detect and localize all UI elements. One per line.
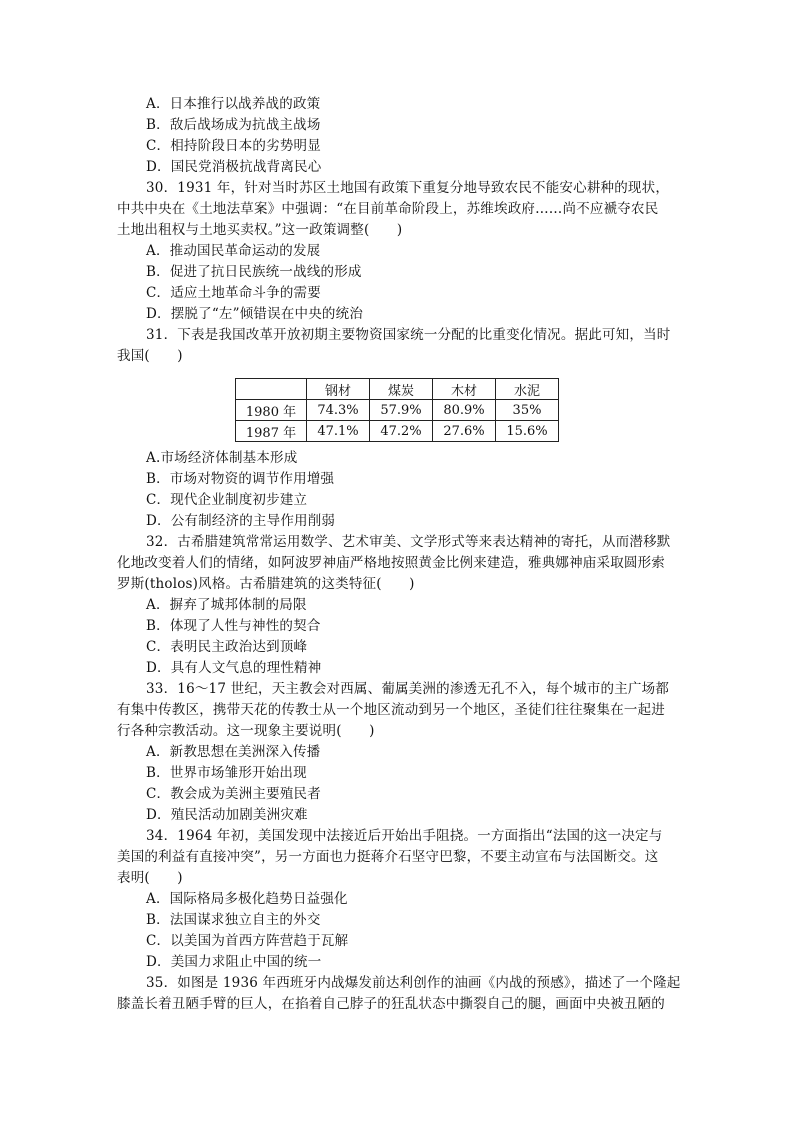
table-cell: 15.6% bbox=[496, 421, 559, 442]
q30-option-d[interactable]: D．摆脱了“左”倾错误在中央的统治 bbox=[146, 306, 364, 322]
q32-stem-line: 罗斯(tholos)风格。古希腊建筑的这类特征( ) bbox=[117, 576, 415, 592]
table-header-cell: 煤炭 bbox=[370, 379, 433, 400]
q33-option-c[interactable]: C．教会成为美洲主要殖民者 bbox=[146, 786, 321, 802]
q34-option-c[interactable]: C．以美国为首西方阵营趋于瓦解 bbox=[146, 933, 349, 949]
q31-data-table bbox=[235, 378, 559, 442]
q30-stem-line: 中共中央在《土地法草案》中强调：“在目前革命阶段上，苏维埃政府……尚不应褫夺农民 bbox=[117, 201, 659, 217]
table-cell: 80.9% bbox=[433, 400, 496, 421]
question-32 bbox=[117, 532, 677, 679]
question-33 bbox=[117, 679, 677, 826]
q34-stem-line: 美国的利益有直接冲突”，另一方面也力挺蒋介石坚守巴黎，不要主动宣布与法国断交。这 bbox=[117, 849, 659, 865]
table-cell: 47.1% bbox=[307, 421, 370, 442]
q32-option-b[interactable]: B．体现了人性与神性的契合 bbox=[146, 618, 321, 634]
q35-stem-line: 膝盖长着丑陋手臂的巨人，在掐着自己脖子的狂乱状态中撕裂自己的腿，画面中央被丑陋的 bbox=[117, 996, 665, 1012]
table-header-cell: 木材 bbox=[433, 379, 496, 400]
question-35 bbox=[117, 973, 681, 1015]
q34-option-d[interactable]: D．美国力求阻止中国的统一 bbox=[146, 954, 322, 970]
table-cell: 27.6% bbox=[433, 421, 496, 442]
q32-option-c[interactable]: C．表明民主政治达到顶峰 bbox=[146, 639, 308, 655]
q34-option-b[interactable]: B．法国谋求独立自主的外交 bbox=[146, 912, 321, 928]
question-34 bbox=[117, 826, 677, 973]
question-29 bbox=[117, 94, 677, 178]
table-header-cell bbox=[236, 379, 307, 400]
q31-option-b[interactable]: B．市场对物资的调节作用增强 bbox=[146, 471, 335, 487]
q33-option-d[interactable]: D．殖民活动加剧美洲灾难 bbox=[146, 807, 308, 823]
q29-option-a[interactable]: A．日本推行以战养战的政策 bbox=[146, 96, 321, 112]
q31-table-wrapper bbox=[117, 367, 677, 448]
table-header-cell: 钢材 bbox=[307, 379, 370, 400]
q33-option-b[interactable]: B．世界市场雏形开始出现 bbox=[146, 765, 307, 781]
q34-stem-line: 34．1964 年初，美国发现中法接近后开始出手阻挠。一方面指出“法国的这一决定与 bbox=[146, 828, 663, 844]
question-31 bbox=[117, 325, 677, 532]
table-cell: 1987 年 bbox=[236, 421, 307, 442]
q32-option-d[interactable]: D．具有人文气息的理性精神 bbox=[146, 660, 322, 676]
exam-page bbox=[117, 94, 681, 1015]
question-30 bbox=[117, 178, 677, 325]
table-row bbox=[236, 400, 559, 421]
q30-option-c[interactable]: C．适应土地革命斗争的需要 bbox=[146, 285, 321, 301]
q29-option-c[interactable]: C．相持阶段日本的劣势明显 bbox=[146, 138, 321, 154]
q31-stem-line: 我国( ) bbox=[117, 348, 183, 364]
q31-stem-line: 31．下表是我国改革开放初期主要物资国家统一分配的比重变化情况。据此可知，当时 bbox=[146, 327, 671, 343]
q31-option-c[interactable]: C．现代企业制度初步建立 bbox=[146, 492, 308, 508]
q34-option-a[interactable]: A．国际格局多极化趋势日益强化 bbox=[146, 891, 348, 907]
q32-stem-line: 32．古希腊建筑常常运用数学、艺术审美、文学形式等来表达精神的寄托，从而潜移默 bbox=[146, 534, 671, 550]
q30-option-b[interactable]: B．促进了抗日民族统一战线的形成 bbox=[146, 264, 362, 280]
q29-option-b[interactable]: B．敌后战场成为抗战主战场 bbox=[146, 117, 321, 133]
q29-option-d[interactable]: D．国民党消极抗战背离民心 bbox=[146, 159, 322, 175]
table-cell: 57.9% bbox=[370, 400, 433, 421]
q33-option-a[interactable]: A．新教思想在美洲深入传播 bbox=[146, 744, 321, 760]
table-cell: 74.3% bbox=[307, 400, 370, 421]
q32-option-a[interactable]: A．摒弃了城邦体制的局限 bbox=[146, 597, 307, 613]
q33-stem-line: 行各种宗教活动。这一现象主要说明( ) bbox=[117, 723, 375, 739]
table-header-cell: 水泥 bbox=[496, 379, 559, 400]
q31-option-d[interactable]: D．公有制经济的主导作用削弱 bbox=[146, 513, 336, 529]
q33-stem-line: 33．16～17 世纪，天主教会对西属、葡属美洲的渗透无孔不入，每个城市的主广场都 bbox=[146, 681, 670, 697]
table-cell: 1980 年 bbox=[236, 400, 307, 421]
q30-stem-line: 土地出租权与土地买卖权。”这一政策调整( ) bbox=[117, 222, 403, 238]
q33-stem-line: 有集中传教区，携带天花的传教士从一个地区流动到另一个地区，圣徒们往往聚集在一起进 bbox=[117, 702, 665, 718]
q32-stem-line: 化地改变着人们的情绪，如阿波罗神庙严格地按照黄金比例来建造，雅典娜神庙采取圆形索 bbox=[117, 555, 665, 571]
table-cell: 35% bbox=[496, 400, 559, 421]
table-row bbox=[236, 421, 559, 442]
table-header-row bbox=[236, 379, 559, 400]
q30-option-a[interactable]: A．推动国民革命运动的发展 bbox=[146, 243, 321, 259]
table-cell: 47.2% bbox=[370, 421, 433, 442]
q31-option-a[interactable]: A.市场经济体制基本形成 bbox=[146, 450, 298, 466]
q35-stem-line: 35．如图是 1936 年西班牙内战爆发前达利创作的油画《内战的预感》，描述了一个隆起 bbox=[146, 975, 681, 991]
q34-stem-line: 表明( ) bbox=[117, 870, 183, 886]
q30-stem-line: 30．1931 年，针对当时苏区土地国有政策下重复分地导致农民不能安心耕种的现状， bbox=[146, 180, 670, 196]
